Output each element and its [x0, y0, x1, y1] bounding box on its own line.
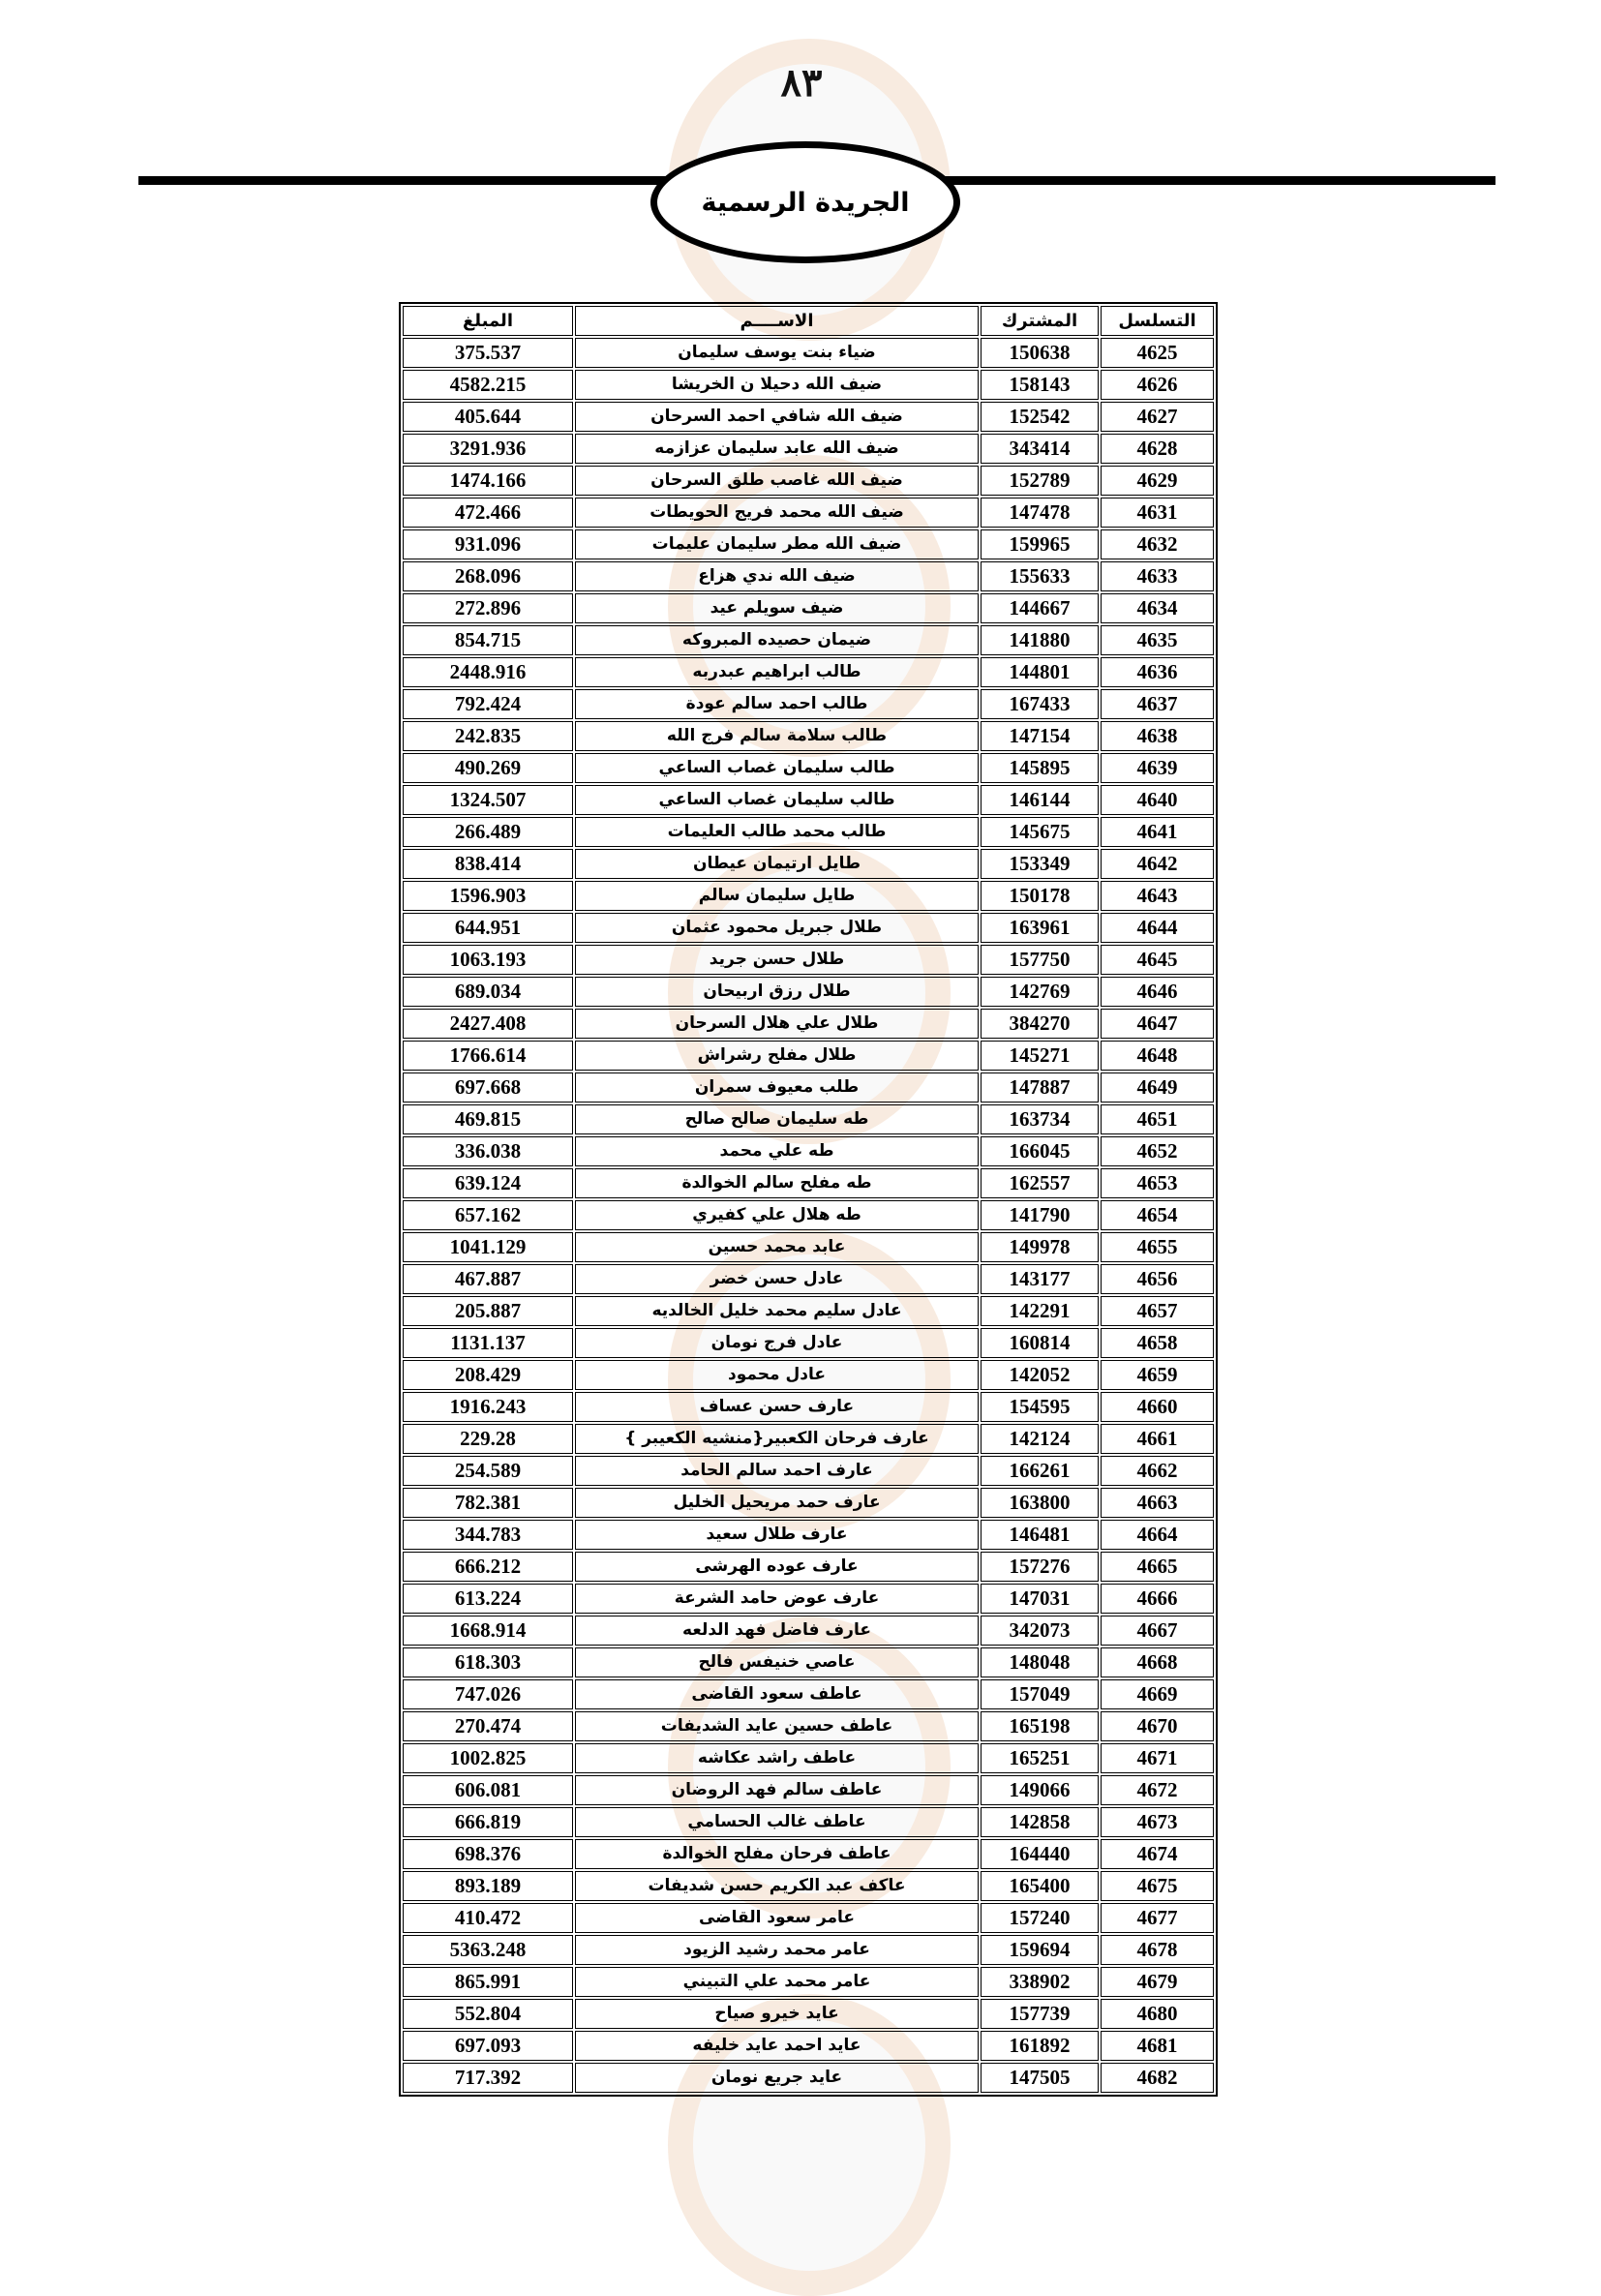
cell-name: ضيف الله شافي احمد السرحان	[575, 402, 979, 432]
cell-name: طه مفلح سالم الخوالدة	[575, 1168, 979, 1198]
cell-serial: 4646	[1101, 977, 1214, 1007]
table-row	[403, 1999, 1214, 2029]
cell-serial: 4629	[1101, 466, 1214, 496]
cell-name: طلب معيوف سمران	[575, 1072, 979, 1103]
cell-amount: 618.303	[403, 1647, 573, 1677]
cell-serial: 4638	[1101, 721, 1214, 751]
cell-name: ضيف سويلم عيد	[575, 593, 979, 623]
cell-serial: 4675	[1101, 1871, 1214, 1901]
cell-name: عارف عوض حامد الشرعة	[575, 1584, 979, 1614]
cell-name: طلال رزق اربيحان	[575, 977, 979, 1007]
cell-amount: 2427.408	[403, 1009, 573, 1039]
table-row	[403, 1392, 1214, 1422]
cell-name: عادل حسن خضر	[575, 1264, 979, 1294]
cell-serial: 4642	[1101, 849, 1214, 879]
cell-subscriber: 162557	[981, 1168, 1099, 1198]
cell-amount: 1916.243	[403, 1392, 573, 1422]
page-number: ٨٣	[780, 60, 823, 106]
cell-amount: 1324.507	[403, 785, 573, 815]
cell-serial: 4641	[1101, 817, 1214, 847]
table-row	[403, 1296, 1214, 1326]
cell-name: عارف حمد مريحيل الخليل	[575, 1488, 979, 1518]
cell-amount: 208.429	[403, 1360, 573, 1390]
table-row	[403, 913, 1214, 943]
cell-subscriber: 148048	[981, 1647, 1099, 1677]
table-row	[403, 1041, 1214, 1071]
cell-name: طالب محمد طالب العليمات	[575, 817, 979, 847]
cell-amount: 405.644	[403, 402, 573, 432]
table-row	[403, 657, 1214, 687]
table-row	[403, 1967, 1214, 1997]
cell-serial: 4632	[1101, 529, 1214, 559]
table-row	[403, 1903, 1214, 1933]
cell-amount: 254.589	[403, 1456, 573, 1486]
cell-subscriber: 155633	[981, 561, 1099, 591]
cell-amount: 2448.916	[403, 657, 573, 687]
cell-amount: 410.472	[403, 1903, 573, 1933]
table-row	[403, 1871, 1214, 1901]
table-row	[403, 1839, 1214, 1869]
cell-serial: 4679	[1101, 1967, 1214, 1997]
table-row	[403, 817, 1214, 847]
table-row	[403, 1009, 1214, 1039]
cell-name: عاكف عبد الكريم حسن شديفات	[575, 1871, 979, 1901]
table-row	[403, 1679, 1214, 1709]
cell-name: عايد جريع نومان	[575, 2063, 979, 2093]
table-row	[403, 881, 1214, 911]
cell-name: طلال علي هلال السرحان	[575, 1009, 979, 1039]
cell-subscriber: 157240	[981, 1903, 1099, 1933]
cell-subscriber: 149978	[981, 1232, 1099, 1262]
cell-serial: 4667	[1101, 1616, 1214, 1646]
cell-name: طالب احمد سالم عودة	[575, 689, 979, 719]
cell-subscriber: 158143	[981, 370, 1099, 400]
cell-amount: 792.424	[403, 689, 573, 719]
cell-name: طه سليمان صالح صالح	[575, 1104, 979, 1134]
cell-serial: 4639	[1101, 753, 1214, 783]
cell-subscriber: 143177	[981, 1264, 1099, 1294]
cell-subscriber: 147478	[981, 498, 1099, 528]
table-row	[403, 2063, 1214, 2093]
cell-amount: 3291.936	[403, 434, 573, 464]
cell-serial: 4658	[1101, 1328, 1214, 1358]
cell-name: ضيف الله عابد سليمان عزازمه	[575, 434, 979, 464]
cell-serial: 4625	[1101, 338, 1214, 368]
table-row	[403, 370, 1214, 400]
cell-amount: 666.212	[403, 1552, 573, 1582]
table-row	[403, 689, 1214, 719]
cell-subscriber: 153349	[981, 849, 1099, 879]
cell-subscriber: 145271	[981, 1041, 1099, 1071]
cell-amount: 689.034	[403, 977, 573, 1007]
cell-name: عاطف حسين عايد الشديفات	[575, 1711, 979, 1741]
cell-amount: 782.381	[403, 1488, 573, 1518]
cell-subscriber: 141790	[981, 1200, 1099, 1230]
cell-subscriber: 165400	[981, 1871, 1099, 1901]
cell-subscriber: 166261	[981, 1456, 1099, 1486]
table-row	[403, 1552, 1214, 1582]
table-row	[403, 625, 1214, 655]
cell-name: طالب سليمان غصاب الساعي	[575, 753, 979, 783]
table-row	[403, 1647, 1214, 1677]
cell-serial: 4635	[1101, 625, 1214, 655]
cell-amount: 1131.137	[403, 1328, 573, 1358]
cell-subscriber: 167433	[981, 689, 1099, 719]
table-row	[403, 753, 1214, 783]
cell-name: عارف فرحان الكعبير{منشيه الكعيبر }	[575, 1424, 979, 1454]
cell-serial: 4648	[1101, 1041, 1214, 1071]
table-header-row	[403, 306, 1214, 336]
cell-amount: 467.887	[403, 1264, 573, 1294]
cell-subscriber: 145895	[981, 753, 1099, 783]
cell-serial: 4637	[1101, 689, 1214, 719]
cell-subscriber: 145675	[981, 817, 1099, 847]
cell-subscriber: 165198	[981, 1711, 1099, 1741]
cell-name: طه علي محمد	[575, 1136, 979, 1166]
cell-name: عادل محمود	[575, 1360, 979, 1390]
cell-subscriber: 144667	[981, 593, 1099, 623]
cell-serial: 4670	[1101, 1711, 1214, 1741]
column-header-amount: المبلغ	[403, 306, 573, 336]
cell-amount: 4582.215	[403, 370, 573, 400]
cell-subscriber: 147154	[981, 721, 1099, 751]
cell-serial: 4653	[1101, 1168, 1214, 1198]
cell-name: ضيمان حصيده المبروكه	[575, 625, 979, 655]
column-header-serial: التسلسل	[1101, 306, 1214, 336]
cell-amount: 1766.614	[403, 1041, 573, 1071]
cell-subscriber: 161892	[981, 2031, 1099, 2061]
cell-serial: 4668	[1101, 1647, 1214, 1677]
cell-amount: 666.819	[403, 1807, 573, 1837]
cell-subscriber: 146481	[981, 1520, 1099, 1550]
cell-subscriber: 144801	[981, 657, 1099, 687]
table-row	[403, 561, 1214, 591]
cell-subscriber: 149066	[981, 1775, 1099, 1805]
cell-subscriber: 159694	[981, 1935, 1099, 1965]
cell-amount: 893.189	[403, 1871, 573, 1901]
cell-name: عامر سعود القاضى	[575, 1903, 979, 1933]
cell-amount: 242.835	[403, 721, 573, 751]
cell-serial: 4634	[1101, 593, 1214, 623]
cell-amount: 375.537	[403, 338, 573, 368]
cell-name: طالب سليمان غصاب الساعي	[575, 785, 979, 815]
cell-serial: 4659	[1101, 1360, 1214, 1390]
cell-amount: 1063.193	[403, 945, 573, 975]
cell-subscriber: 157750	[981, 945, 1099, 975]
cell-subscriber: 159965	[981, 529, 1099, 559]
table-row	[403, 785, 1214, 815]
cell-serial: 4628	[1101, 434, 1214, 464]
cell-amount: 5363.248	[403, 1935, 573, 1965]
cell-subscriber: 160814	[981, 1328, 1099, 1358]
cell-name: عارف احمد سالم الحامد	[575, 1456, 979, 1486]
cell-serial: 4626	[1101, 370, 1214, 400]
cell-serial: 4664	[1101, 1520, 1214, 1550]
cell-serial: 4651	[1101, 1104, 1214, 1134]
cell-serial: 4656	[1101, 1264, 1214, 1294]
cell-serial: 4661	[1101, 1424, 1214, 1454]
cell-amount: 469.815	[403, 1104, 573, 1134]
cell-serial: 4682	[1101, 2063, 1214, 2093]
cell-name: عاطف فرحان مفلح الخوالدة	[575, 1839, 979, 1869]
cell-amount: 606.081	[403, 1775, 573, 1805]
table-row	[403, 1168, 1214, 1198]
cell-serial: 4640	[1101, 785, 1214, 815]
table-row	[403, 434, 1214, 464]
cell-amount: 644.951	[403, 913, 573, 943]
table-row	[403, 721, 1214, 751]
cell-serial: 4677	[1101, 1903, 1214, 1933]
cell-serial: 4660	[1101, 1392, 1214, 1422]
cell-amount: 657.162	[403, 1200, 573, 1230]
cell-subscriber: 146144	[981, 785, 1099, 815]
cell-amount: 1474.166	[403, 466, 573, 496]
cell-subscriber: 147887	[981, 1072, 1099, 1103]
table-row	[403, 2031, 1214, 2061]
cell-serial: 4666	[1101, 1584, 1214, 1614]
cell-subscriber: 152542	[981, 402, 1099, 432]
table-row	[403, 1456, 1214, 1486]
table-row	[403, 1360, 1214, 1390]
cell-serial: 4678	[1101, 1935, 1214, 1965]
table-row	[403, 338, 1214, 368]
cell-amount: 490.269	[403, 753, 573, 783]
cell-name: ضيف الله دحيلا ن الخريشا	[575, 370, 979, 400]
cell-amount: 552.804	[403, 1999, 573, 2029]
table-row	[403, 1711, 1214, 1741]
cell-serial: 4655	[1101, 1232, 1214, 1262]
cell-amount: 865.991	[403, 1967, 573, 1997]
cell-amount: 854.715	[403, 625, 573, 655]
cell-name: عارف حسن عساف	[575, 1392, 979, 1422]
cell-amount: 747.026	[403, 1679, 573, 1709]
cell-amount: 270.474	[403, 1711, 573, 1741]
cell-amount: 336.038	[403, 1136, 573, 1166]
table-row	[403, 1616, 1214, 1646]
table-row	[403, 1328, 1214, 1358]
cell-name: طلال جبريل محمود عثمان	[575, 913, 979, 943]
cell-subscriber: 164440	[981, 1839, 1099, 1869]
table-row	[403, 1104, 1214, 1134]
cell-subscriber: 338902	[981, 1967, 1099, 1997]
cell-name: طه هلال علي كفيري	[575, 1200, 979, 1230]
table-row	[403, 593, 1214, 623]
table-row	[403, 529, 1214, 559]
cell-name: عايد احمد عايد خليفه	[575, 2031, 979, 2061]
cell-name: عاطف سالم فهد الروضان	[575, 1775, 979, 1805]
cell-name: طلال مفلح رشراش	[575, 1041, 979, 1071]
table-row	[403, 1424, 1214, 1454]
cell-serial: 4665	[1101, 1552, 1214, 1582]
table-row	[403, 977, 1214, 1007]
cell-serial: 4654	[1101, 1200, 1214, 1230]
table-row	[403, 1775, 1214, 1805]
table-row	[403, 1488, 1214, 1518]
cell-name: عاطف سعود القاضى	[575, 1679, 979, 1709]
cell-serial: 4649	[1101, 1072, 1214, 1103]
cell-amount: 698.376	[403, 1839, 573, 1869]
cell-name: ضيف الله مطر سليمان عليمات	[575, 529, 979, 559]
cell-amount: 272.896	[403, 593, 573, 623]
cell-subscriber: 152789	[981, 466, 1099, 496]
cell-name: عادل سليم محمد خليل الخالديه	[575, 1296, 979, 1326]
cell-name: عارف فاضل فهد الدلعه	[575, 1616, 979, 1646]
cell-subscriber: 142291	[981, 1296, 1099, 1326]
gazette-title: الجريدة الرسمية	[701, 187, 910, 218]
cell-subscriber: 343414	[981, 434, 1099, 464]
table-row	[403, 1264, 1214, 1294]
cell-amount: 205.887	[403, 1296, 573, 1326]
cell-amount: 931.096	[403, 529, 573, 559]
cell-serial: 4662	[1101, 1456, 1214, 1486]
cell-serial: 4672	[1101, 1775, 1214, 1805]
table-row	[403, 1743, 1214, 1773]
cell-subscriber: 157739	[981, 1999, 1099, 2029]
cell-subscriber: 142052	[981, 1360, 1099, 1390]
cell-name: عاطف راشد عكاشه	[575, 1743, 979, 1773]
cell-serial: 4645	[1101, 945, 1214, 975]
cell-name: طلال حسن جريد	[575, 945, 979, 975]
cell-amount: 717.392	[403, 2063, 573, 2093]
cell-subscriber: 163734	[981, 1104, 1099, 1134]
cell-name: عاطف غالب الحسامي	[575, 1807, 979, 1837]
table-row	[403, 466, 1214, 496]
cell-subscriber: 147031	[981, 1584, 1099, 1614]
table-row	[403, 945, 1214, 975]
cell-subscriber: 342073	[981, 1616, 1099, 1646]
cell-amount: 838.414	[403, 849, 573, 879]
cell-amount: 639.124	[403, 1168, 573, 1198]
cell-serial: 4633	[1101, 561, 1214, 591]
cell-subscriber: 141880	[981, 625, 1099, 655]
cell-amount: 229.28	[403, 1424, 573, 1454]
column-header-name: الاســــم	[575, 306, 979, 336]
table-row	[403, 498, 1214, 528]
cell-serial: 4631	[1101, 498, 1214, 528]
cell-subscriber: 147505	[981, 2063, 1099, 2093]
cell-serial: 4636	[1101, 657, 1214, 687]
cell-amount: 697.668	[403, 1072, 573, 1103]
cell-serial: 4652	[1101, 1136, 1214, 1166]
cell-name: عايد خيرو صياح	[575, 1999, 979, 2029]
table-row	[403, 1935, 1214, 1965]
cell-subscriber: 150638	[981, 338, 1099, 368]
cell-name: طايل ارتيمان عيطان	[575, 849, 979, 879]
table-row	[403, 1072, 1214, 1103]
cell-serial: 4681	[1101, 2031, 1214, 2061]
table-row	[403, 849, 1214, 879]
cell-serial: 4627	[1101, 402, 1214, 432]
cell-serial: 4657	[1101, 1296, 1214, 1326]
cell-name: ضيف الله ندي هزاع	[575, 561, 979, 591]
cell-name: طالب ابراهيم عبدربه	[575, 657, 979, 687]
cell-amount: 1002.825	[403, 1743, 573, 1773]
cell-serial: 4671	[1101, 1743, 1214, 1773]
cell-subscriber: 166045	[981, 1136, 1099, 1166]
column-header-subscriber: المشترك	[981, 306, 1099, 336]
cell-name: عامر محمد علي التبيني	[575, 1967, 979, 1997]
cell-name: عارف طلال سعيد	[575, 1520, 979, 1550]
cell-subscriber: 142769	[981, 977, 1099, 1007]
cell-serial: 4674	[1101, 1839, 1214, 1869]
cell-name: عاصي خنيفس فالح	[575, 1647, 979, 1677]
cell-name: طايل سليمان سالم	[575, 881, 979, 911]
cell-amount: 1041.129	[403, 1232, 573, 1262]
cell-serial: 4644	[1101, 913, 1214, 943]
title-ellipse	[650, 141, 960, 263]
table-row	[403, 1807, 1214, 1837]
cell-amount: 697.093	[403, 2031, 573, 2061]
cell-serial: 4673	[1101, 1807, 1214, 1837]
cell-subscriber: 142124	[981, 1424, 1099, 1454]
cell-subscriber: 142858	[981, 1807, 1099, 1837]
cell-name: عادل فرج نومان	[575, 1328, 979, 1358]
cell-amount: 344.783	[403, 1520, 573, 1550]
table-row	[403, 402, 1214, 432]
cell-amount: 613.224	[403, 1584, 573, 1614]
cell-amount: 268.096	[403, 561, 573, 591]
cell-serial: 4669	[1101, 1679, 1214, 1709]
cell-serial: 4680	[1101, 1999, 1214, 2029]
table-row	[403, 1584, 1214, 1614]
payments-table	[399, 302, 1218, 2097]
cell-subscriber: 165251	[981, 1743, 1099, 1773]
cell-subscriber: 163961	[981, 913, 1099, 943]
cell-amount: 472.466	[403, 498, 573, 528]
cell-name: ضياء بنت يوسف سليمان	[575, 338, 979, 368]
table-row	[403, 1520, 1214, 1550]
table-row	[403, 1232, 1214, 1262]
cell-subscriber: 157049	[981, 1679, 1099, 1709]
cell-serial: 4643	[1101, 881, 1214, 911]
cell-subscriber: 154595	[981, 1392, 1099, 1422]
cell-subscriber: 157276	[981, 1552, 1099, 1582]
cell-subscriber: 163800	[981, 1488, 1099, 1518]
cell-serial: 4663	[1101, 1488, 1214, 1518]
cell-amount: 1596.903	[403, 881, 573, 911]
cell-amount: 1668.914	[403, 1616, 573, 1646]
cell-name: طالب سلامة سالم فرج الله	[575, 721, 979, 751]
cell-serial: 4647	[1101, 1009, 1214, 1039]
cell-name: عارف عوده الهرشى	[575, 1552, 979, 1582]
cell-amount: 266.489	[403, 817, 573, 847]
cell-name: عامر محمد رشيد الزيود	[575, 1935, 979, 1965]
cell-name: ضيف الله غاصب طلق السرحان	[575, 466, 979, 496]
table-row	[403, 1136, 1214, 1166]
table-row	[403, 1200, 1214, 1230]
cell-subscriber: 150178	[981, 881, 1099, 911]
cell-name: عابد محمد حسين	[575, 1232, 979, 1262]
cell-name: ضيف الله محمد فريج الحويطات	[575, 498, 979, 528]
cell-subscriber: 384270	[981, 1009, 1099, 1039]
